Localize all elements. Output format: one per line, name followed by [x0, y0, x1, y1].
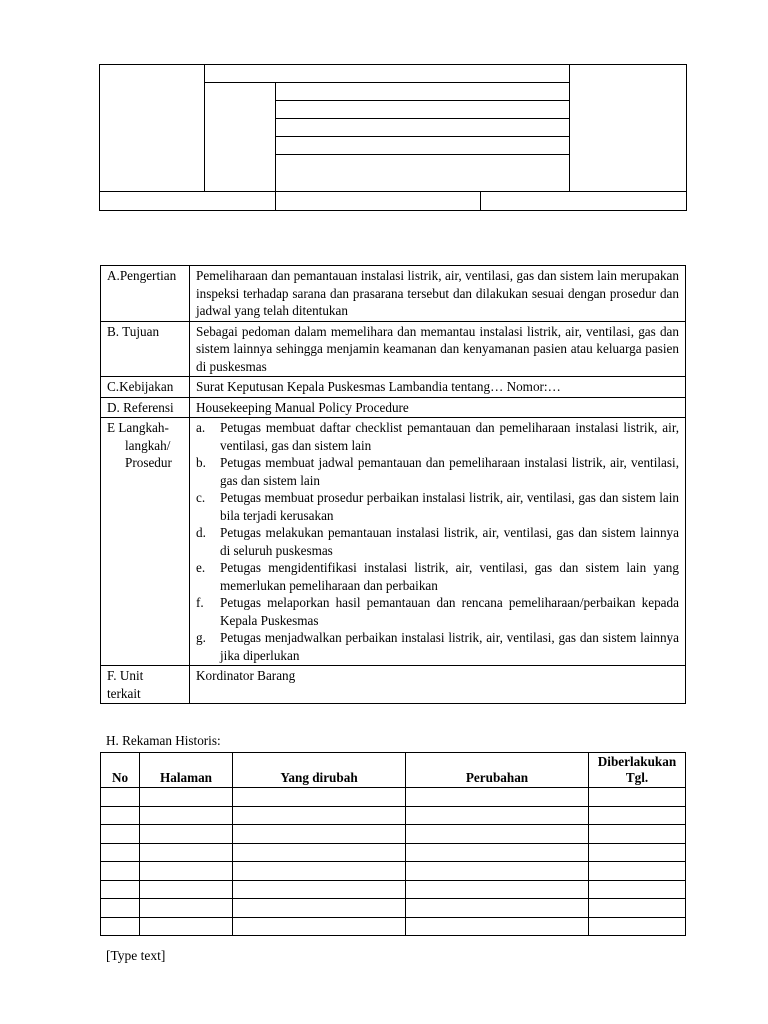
label-unit-line-2: terkait: [107, 685, 141, 701]
table-cell: [406, 843, 589, 862]
table-row: [101, 880, 686, 899]
table-row: [101, 843, 686, 862]
table-cell: [233, 788, 406, 807]
label-unit-line-1: F. Unit: [107, 668, 144, 683]
table-cell: [233, 899, 406, 918]
table-cell: [406, 825, 589, 844]
table-cell: [140, 788, 233, 807]
col-halaman: Halaman: [140, 753, 233, 788]
label-prosedur-line-1: E Langkah-: [107, 420, 169, 435]
table-cell: [140, 825, 233, 844]
col-yang-dirubah: Yang dirubah: [233, 753, 406, 788]
table-cell: [589, 880, 686, 899]
content-referensi: Housekeeping Manual Policy Procedure: [190, 397, 686, 418]
content-kebijakan: Surat Keputusan Kepala Puskesmas Lambandia tentang… Nomor:…: [190, 377, 686, 398]
table-cell: [406, 862, 589, 881]
table-cell: [233, 806, 406, 825]
table-cell: [101, 899, 140, 918]
step-text: Petugas mengidentifikasi instalasi listrik, air, ventilasi, gas dan sistem lain yang memerlukan pemeliharaan dan perbaikan: [220, 560, 679, 593]
procedure-table: [100, 265, 686, 704]
label-kebijakan: C.Kebijakan: [101, 377, 190, 398]
table-cell: [140, 862, 233, 881]
table-cell: [589, 899, 686, 918]
table-cell: [233, 843, 406, 862]
table-cell: [589, 917, 686, 936]
row-unit-terkait: [101, 666, 686, 704]
label-tujuan: B. Tujuan: [101, 321, 190, 377]
label-prosedur-line-3: Prosedur: [125, 455, 172, 470]
table-row: [101, 788, 686, 807]
table-row: [101, 862, 686, 881]
step-marker: b.: [196, 455, 206, 470]
row-pengertian: [101, 266, 686, 322]
table-cell: [406, 899, 589, 918]
row-kebijakan: [101, 377, 686, 398]
list-item: [196, 524, 679, 559]
step-text: Petugas melaporkan hasil pemantauan dan rencana pemeliharaan/perbaikan kepada Kepala Puskesmas: [220, 595, 679, 628]
table-cell: [140, 806, 233, 825]
row-referensi: [101, 397, 686, 418]
label-unit-terkait: [101, 666, 190, 704]
list-item: [196, 489, 679, 524]
table-cell: [233, 917, 406, 936]
step-marker: a.: [196, 420, 206, 435]
content-unit-terkait: Kordinator Barang: [190, 666, 686, 704]
table-cell: [233, 862, 406, 881]
history-title: H. Rekaman Historis:: [106, 733, 221, 748]
table-cell: [101, 806, 140, 825]
procedure-steps-list: [196, 419, 679, 664]
table-cell: [406, 806, 589, 825]
step-marker: e.: [196, 560, 206, 575]
row-tujuan: [101, 321, 686, 377]
table-cell: [233, 825, 406, 844]
history-table: [100, 752, 686, 936]
label-referensi: D. Referensi: [101, 397, 190, 418]
history-body: [101, 788, 686, 936]
step-text: Petugas melakukan pemantauan instalasi listrik, air, ventilasi, gas dan sistem lainnya di seluruh puskesmas: [220, 525, 679, 558]
list-item: [196, 594, 679, 629]
table-cell: [406, 788, 589, 807]
table-cell: [101, 880, 140, 899]
label-pengertian: A.Pengertian: [101, 266, 190, 322]
step-text: Petugas menjadwalkan perbaikan instalasi listrik, air, ventilasi, gas dan sistem lainnya jika diperlukan: [220, 630, 679, 663]
history-header-row: [101, 753, 686, 788]
step-marker: c.: [196, 490, 206, 505]
content-prosedur: [190, 418, 686, 666]
table-cell: [589, 806, 686, 825]
table-cell: [140, 843, 233, 862]
table-cell: [101, 917, 140, 936]
table-row: [101, 917, 686, 936]
list-item: [196, 559, 679, 594]
table-row: [101, 899, 686, 918]
table-row: [101, 825, 686, 844]
table-cell: [589, 788, 686, 807]
step-marker: d.: [196, 525, 206, 540]
table-cell: [406, 880, 589, 899]
list-item: [196, 419, 679, 454]
col-perubahan: Perubahan: [406, 753, 589, 788]
table-cell: [140, 899, 233, 918]
step-text: Petugas membuat jadwal pemantauan dan pemeliharaan instalasi listrik, air, ventilasi, gas dan sistem lain: [220, 455, 679, 488]
col-no: No: [101, 753, 140, 788]
step-text: Petugas membuat daftar checklist pemantauan dan pemeliharaan instalasi listrik, air, ventilasi, gas dan sistem lain: [220, 420, 679, 453]
table-cell: [406, 917, 589, 936]
table-cell: [140, 880, 233, 899]
table-cell: [589, 843, 686, 862]
table-cell: [101, 843, 140, 862]
footer-placeholder-text: [Type text]: [106, 948, 166, 963]
step-marker: f.: [196, 595, 204, 610]
row-prosedur: [101, 418, 686, 666]
label-prosedur-line-2: langkah/: [125, 437, 171, 453]
col-diberlakukan: Diberlakukan Tgl.: [589, 753, 686, 788]
content-tujuan: Sebagai pedoman dalam memelihara dan memantau instalasi listrik, air, ventilasi, gas dan sistem lainnya sehingga menjamin keamanan dan kenyamanan pasien atau keluarga pasien di puskesmas: [190, 321, 686, 377]
table-cell: [140, 917, 233, 936]
label-prosedur: [101, 418, 190, 666]
table-cell: [101, 788, 140, 807]
list-item: [196, 629, 679, 664]
table-cell: [233, 880, 406, 899]
table-cell: [101, 862, 140, 881]
table-cell: [589, 862, 686, 881]
list-item: [196, 454, 679, 489]
table-cell: [101, 825, 140, 844]
step-text: Petugas membuat prosedur perbaikan instalasi listrik, air, ventilasi, gas dan sistem lain bila terjadi kerusakan: [220, 490, 679, 523]
step-marker: g.: [196, 630, 206, 645]
table-row: [101, 806, 686, 825]
content-pengertian: Pemeliharaan dan pemantauan instalasi listrik, air, ventilasi, gas dan sistem lain merupakan inspeksi terhadap sarana dan prasarana tersebut dan dilakukan sesuai dengan prosedur dan jadwal yang telah ditentukan: [190, 266, 686, 322]
table-cell: [589, 825, 686, 844]
